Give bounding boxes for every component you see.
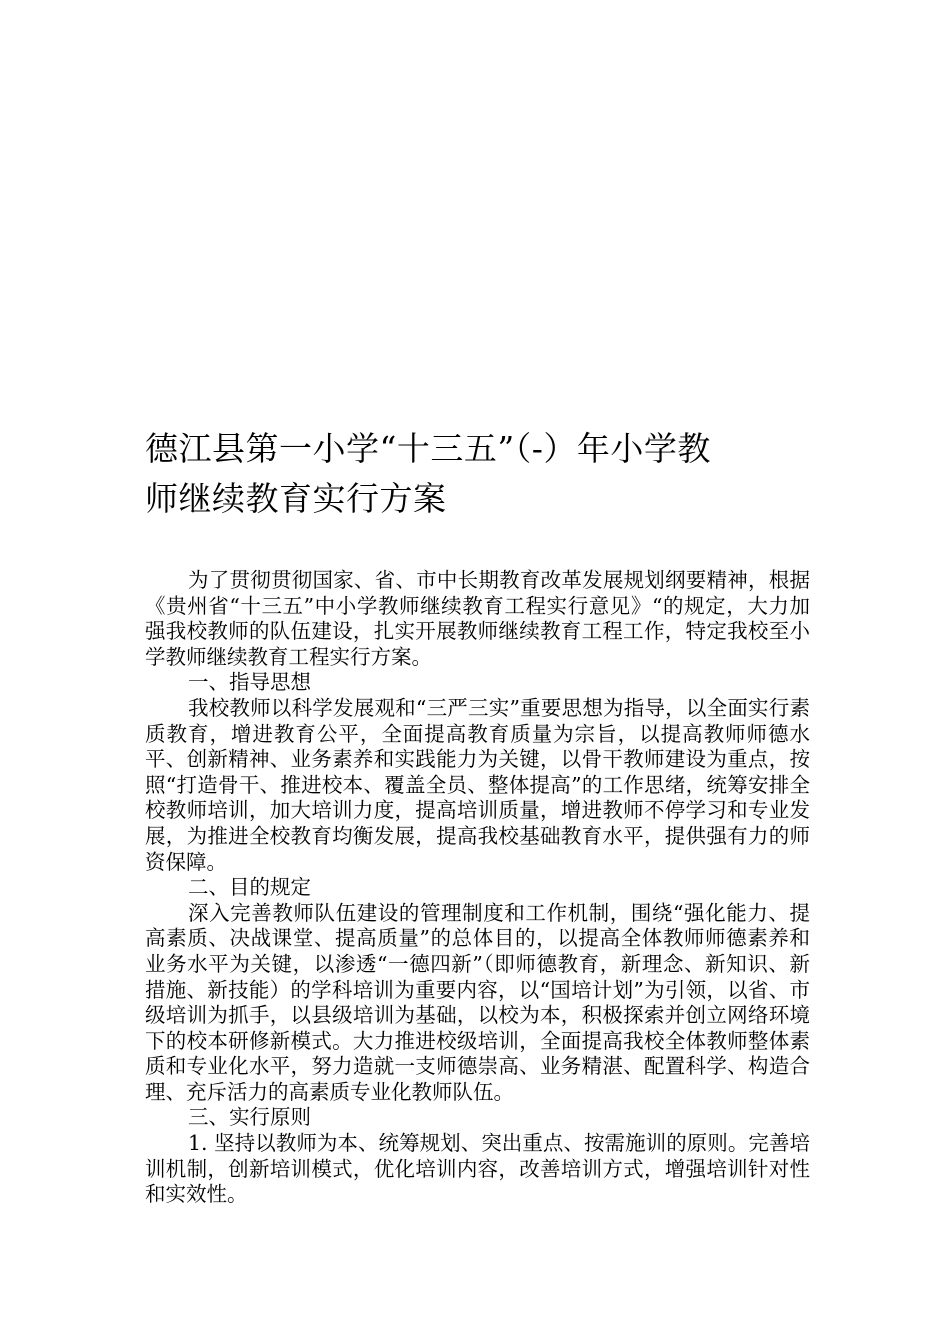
section-heading-principles: 三、实行原则 bbox=[188, 1105, 311, 1130]
section-paragraph-principles: 1. 坚持以教师为本、统筹规划、突出重点、按需施训的原则。完善培训机制，创新培训模式，优化培训内容，改善培训方式，增强培训针对性和实效性。 bbox=[145, 1131, 810, 1207]
section-paragraph-objectives: 深入完善教师队伍建设的管理制度和工作机制，围绕“强化能力、提高素质、决战课堂、提高质量”的总体目的，以提高全体教师师德素养和业务水平为关键，以渗透“一德四新”（即师德教育，新理念、新知识、新措施、新技能）的学科培训为重要内容，以“国培计划”为引领，以省、市级培训为抓手，以县级培训为基础，以校为本，积极探索并创立网络环境下的校本研修新模式。大力推进校级培训，全面提高我校全体教师整体素质和专业化水平，努力造就一支师德崇高、业务精湛、配置科学、构造合理、充斥活力的高素质专业化教师队伍。 bbox=[145, 900, 810, 1104]
intro-paragraph: 为了贯彻贯彻国家、省、市中长期教育改革发展规划纲要精神，根据《贵州省“十三五”中小学教师继续教育工程实行意见》“的规定，大力加强我校教师的队伍建设，扎实开展教师继续教育工程工作，特定我校至小学教师继续教育工程实行方案。 bbox=[145, 568, 810, 669]
title-line-1: 德江县第一小学“十三五”（-）年小学教 bbox=[145, 429, 711, 468]
section-paragraph-guiding-ideology: 我校教师以科学发展观和“三严三实”重要思想为指导，以全面实行素质教育，增进教育公平，全面提高教育质量为宗旨，以提高教师师德水平、创新精神、业务素养和实践能力为关键，以骨干教师建设为重点，按照“打造骨干、推进校本、覆盖全员、整体提高”的工作思绪，统筹安排全校教师培训，加大培训力度，提高培训质量，增进教师不停学习和专业发展，为推进全校教育均衡发展，提高我校基础教育水平，提供强有力的师资保障。 bbox=[145, 695, 810, 874]
title-line-2: 师继续教育实行方案 bbox=[145, 479, 447, 518]
document-body bbox=[145, 568, 810, 1208]
document-title bbox=[145, 424, 825, 524]
section-heading-guiding-ideology: 一、指导思想 bbox=[188, 670, 311, 695]
section-heading-objectives: 二、目的规定 bbox=[188, 875, 311, 900]
